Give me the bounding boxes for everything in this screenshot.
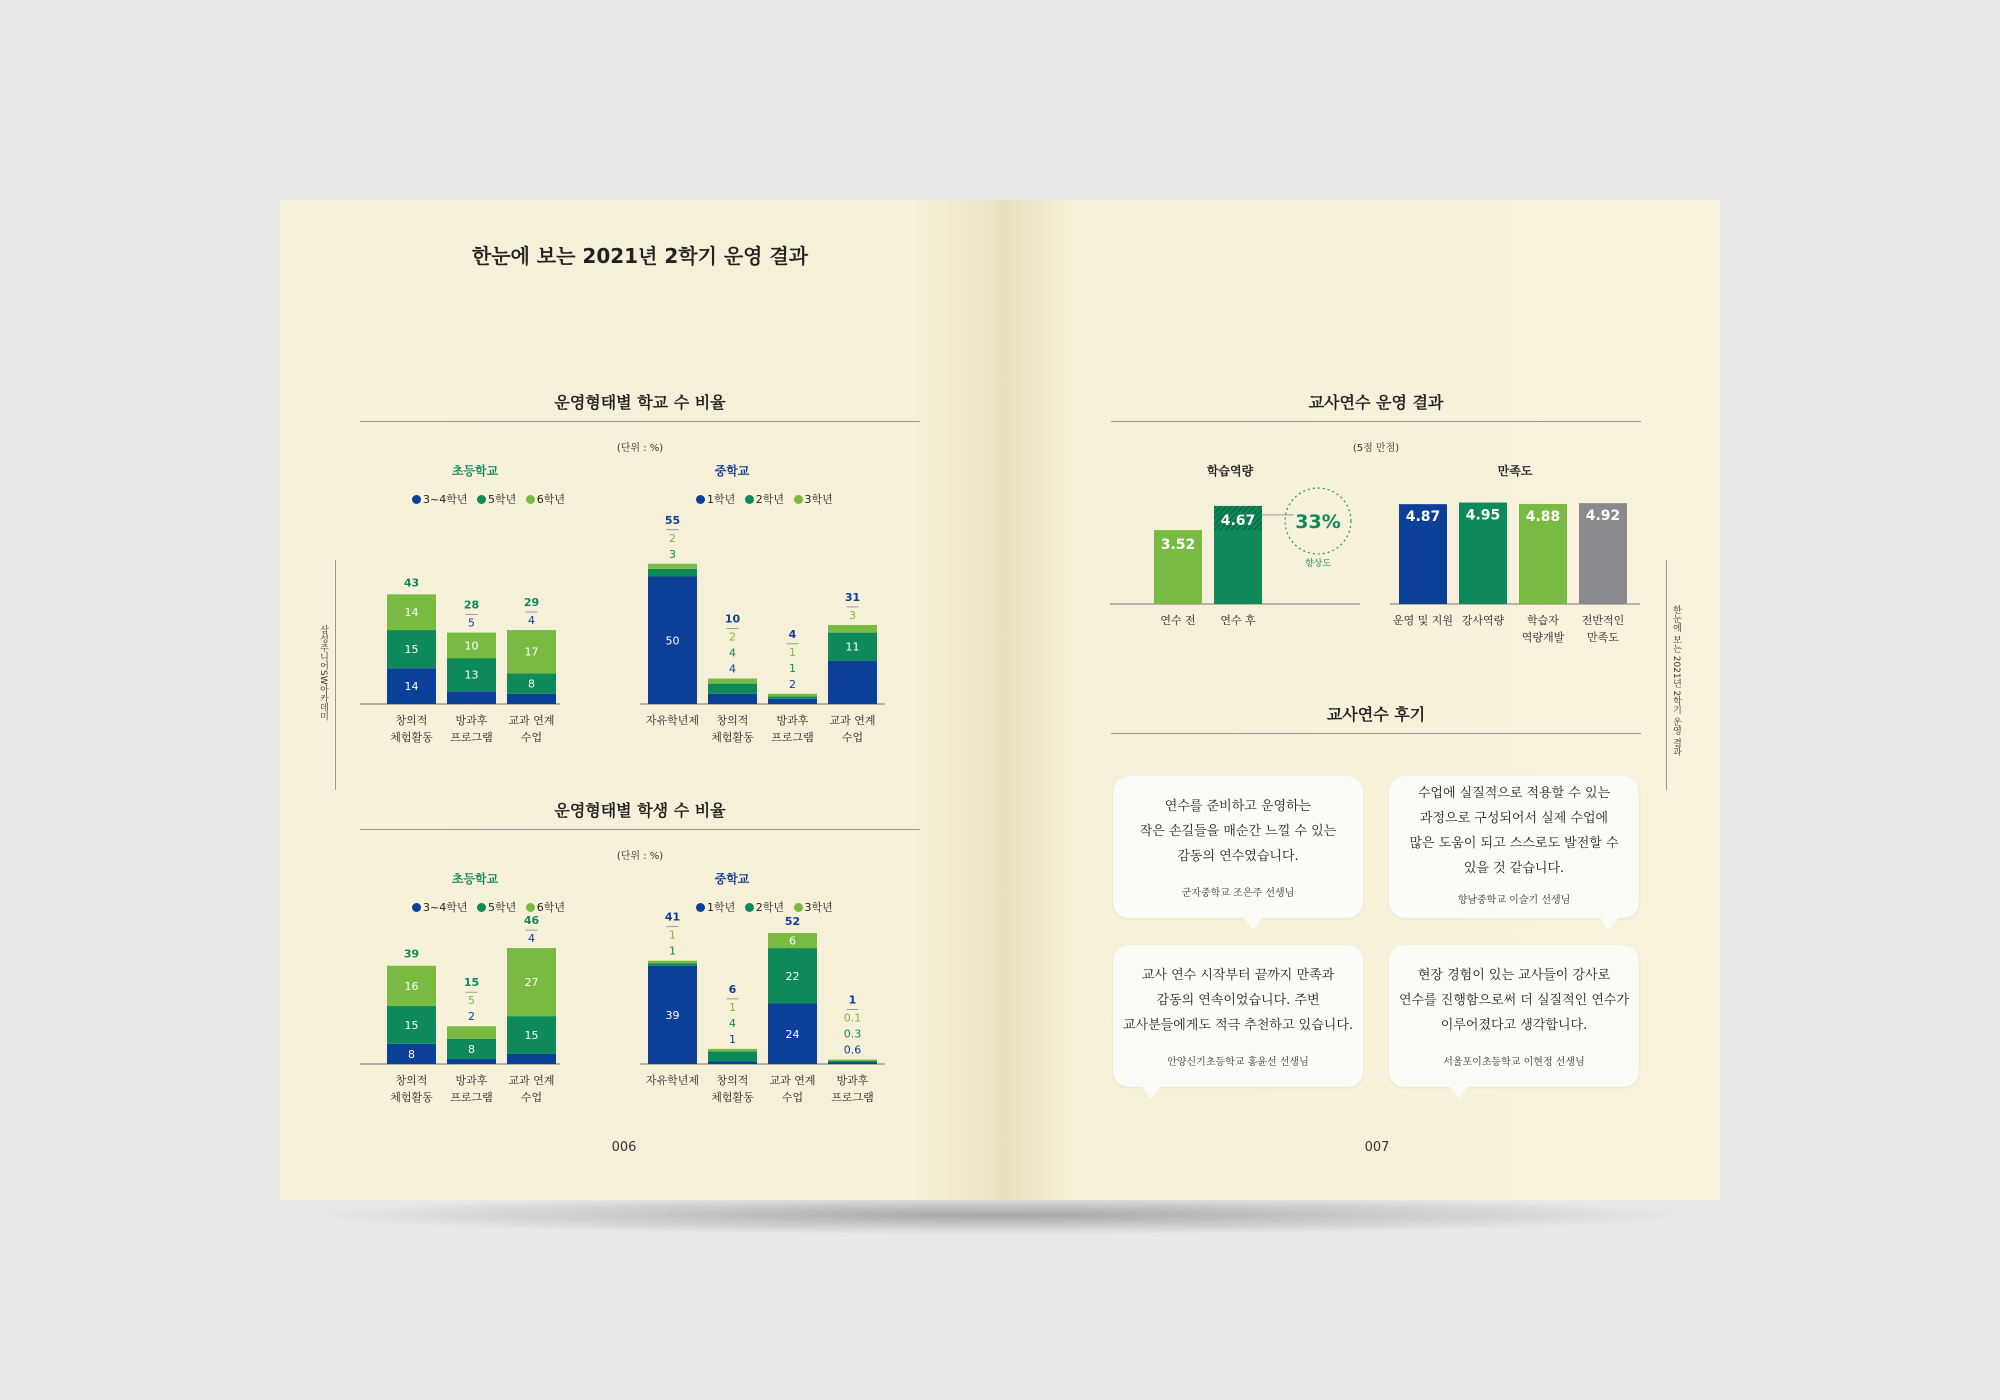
section-rule <box>360 829 920 830</box>
category-label: 창의적 <box>395 714 428 727</box>
data-label: 1 <box>729 1000 736 1014</box>
total-label: 15 <box>463 976 480 990</box>
category-label: 프로그램 <box>771 731 814 744</box>
satisfaction-label: 만족도 <box>1497 464 1533 478</box>
bar-segment <box>708 684 757 694</box>
category-label: 체험활동 <box>390 731 433 744</box>
page-number: 006 <box>611 1140 637 1155</box>
bar-segment <box>708 679 757 684</box>
data-label: 15 <box>524 1029 539 1043</box>
legend-item: 1학년 <box>696 493 735 506</box>
review-author: 안양신기초등학교 홍윤선 선생님 <box>1167 1057 1309 1068</box>
category-label: 만족도 <box>1587 631 1619 644</box>
bar-segment <box>768 699 817 704</box>
legend-item: 3~4학년 <box>412 493 467 506</box>
data-label: 3 <box>849 608 856 622</box>
review-card <box>1113 776 1363 918</box>
mid-label: 중학교 <box>714 872 750 886</box>
bubble-tail <box>1141 1086 1161 1099</box>
unit-label: (단위 : %) <box>616 443 664 454</box>
legend-item: 5학년 <box>477 493 516 506</box>
total-label: 29 <box>523 596 540 610</box>
bar-segment <box>648 564 697 569</box>
bar-segment <box>648 569 697 577</box>
review-author: 군자중학교 조은주 선생님 <box>1181 888 1295 899</box>
mid-label: 중학교 <box>714 464 750 478</box>
data-label: 15 <box>404 643 419 657</box>
total-label: 39 <box>403 947 420 961</box>
data-label: 39 <box>665 1008 680 1022</box>
category-label: 교과 연계 <box>508 714 555 727</box>
category-label: 수업 <box>781 1091 804 1104</box>
elem-label: 초등학교 <box>451 872 499 886</box>
legend-item: 3학년 <box>794 901 833 914</box>
legend-item: 6학년 <box>526 901 565 914</box>
category-label: 수업 <box>520 731 543 744</box>
value-label: 4.88 <box>1525 508 1561 525</box>
category-label: 체험활동 <box>711 1091 754 1104</box>
student-section-title: 운영형태별 학생 수 비율 <box>554 801 726 820</box>
bar-segment <box>447 691 496 704</box>
category-label: 수업 <box>841 731 864 744</box>
data-label: 2 <box>468 1010 475 1024</box>
data-label: 4 <box>729 662 736 676</box>
category-label: 프로그램 <box>450 731 493 744</box>
legend-item: 1학년 <box>696 901 735 914</box>
total-label: 6 <box>728 982 737 996</box>
legend-item: 2학년 <box>745 901 784 914</box>
bar-segment <box>708 694 757 704</box>
review-author: 향남중학교 이슬기 선생님 <box>1457 895 1571 906</box>
review-card <box>1113 945 1363 1087</box>
category-label: 수업 <box>520 1091 543 1104</box>
data-label: 10 <box>464 639 479 653</box>
review-text: 교사 연수 시작부터 끝까지 만족과 감동의 연속이었습니다. 주변 교사분들에게도 적극 추천하고 있습니다. <box>1123 968 1354 1033</box>
bar-segment <box>447 1059 496 1064</box>
data-label: 4 <box>528 614 535 628</box>
unit-label: (5점 만점) <box>1352 443 1400 454</box>
book-shadow <box>300 1195 1700 1235</box>
bar-segment <box>708 1061 757 1064</box>
data-label: 14 <box>404 606 419 620</box>
review-author: 서울포이초등학교 이현정 선생님 <box>1443 1057 1585 1068</box>
data-label: 1 <box>669 928 676 942</box>
total-label: 1 <box>848 993 857 1007</box>
data-label: 4 <box>729 1016 736 1030</box>
total-label: 52 <box>784 914 801 928</box>
category-label: 방과후 <box>455 1074 488 1087</box>
legend-item: 3~4학년 <box>412 901 467 914</box>
data-label: 22 <box>785 969 800 983</box>
data-label: 8 <box>408 1047 415 1061</box>
category-label: 창의적 <box>395 1074 428 1087</box>
data-label: 3 <box>669 547 676 561</box>
category-label: 강사역량 <box>1461 614 1505 627</box>
bubble-tail <box>1243 917 1263 930</box>
category-label: 운영 및 지원 <box>1392 614 1454 627</box>
category-label: 체험활동 <box>390 1091 433 1104</box>
data-label: 1 <box>729 1032 736 1046</box>
data-label: 17 <box>524 645 539 659</box>
total-label: 41 <box>664 910 681 924</box>
category-label: 체험활동 <box>711 731 754 744</box>
chart-school-elementary <box>360 500 660 760</box>
bar-segment <box>768 696 817 699</box>
data-label: 24 <box>785 1027 800 1041</box>
bar-segment <box>828 625 877 633</box>
total-label: 10 <box>724 612 741 626</box>
chart-student-elementary <box>360 870 660 1120</box>
total-label: 46 <box>523 914 540 928</box>
review-card <box>1389 945 1639 1087</box>
category-label: 자유학년제 <box>645 714 700 727</box>
category-label: 역량개발 <box>1521 631 1565 644</box>
data-label: 1 <box>789 645 796 659</box>
bar-segment <box>828 661 877 704</box>
data-label: 13 <box>464 668 479 682</box>
data-label: 0.1 <box>843 1011 862 1025</box>
learning-label: 학습역량 <box>1206 464 1254 478</box>
value-label: 4.67 <box>1220 512 1256 529</box>
bar-segment <box>507 1054 556 1064</box>
category-label: 창의적 <box>716 1074 749 1087</box>
review-card <box>1389 776 1639 918</box>
bar-segment <box>828 1061 877 1063</box>
bar-segment <box>507 694 556 704</box>
data-label: 16 <box>404 979 419 993</box>
data-label: 8 <box>528 677 535 691</box>
side-label: 삼성주니어SW아카데미 <box>318 625 328 721</box>
total-label: 4 <box>788 627 797 641</box>
category-label: 전반적인 <box>1581 614 1625 627</box>
category-label: 교과 연계 <box>769 1074 816 1087</box>
section-rule <box>1111 421 1641 422</box>
bar-segment <box>768 694 817 697</box>
review-title: 교사연수 후기 <box>1326 705 1426 724</box>
training-title: 교사연수 운영 결과 <box>1308 393 1444 412</box>
side-label: 한눈에 보는 2021년 2학기 운영 결과 <box>1671 605 1681 756</box>
value-label: 3.52 <box>1160 537 1196 554</box>
data-label: 0.6 <box>843 1043 862 1057</box>
total-label: 55 <box>664 513 681 527</box>
category-label: 연수 전 <box>1160 614 1196 627</box>
category-label: 프로그램 <box>450 1091 493 1104</box>
chart-student-middle <box>640 870 980 1120</box>
legend-item: 2학년 <box>745 493 784 506</box>
data-label: 2 <box>729 630 736 644</box>
section-rule <box>1111 733 1641 734</box>
total-label: 28 <box>463 598 480 612</box>
bar-segment <box>648 961 697 964</box>
data-label: 6 <box>789 934 796 948</box>
data-label: 4 <box>528 932 535 946</box>
chart-satisfaction <box>1390 480 1650 660</box>
category-label: 방과후 <box>455 714 488 727</box>
category-label: 교과 연계 <box>508 1074 555 1087</box>
data-label: 5 <box>468 994 475 1008</box>
data-label: 11 <box>845 640 860 654</box>
elem-label: 초등학교 <box>451 464 499 478</box>
data-label: 50 <box>665 634 680 648</box>
value-label: 4.95 <box>1465 507 1501 524</box>
legend-item: 6학년 <box>526 493 565 506</box>
bar-segment <box>828 1062 877 1064</box>
data-label: 15 <box>404 1018 419 1032</box>
chart-school-middle <box>640 500 980 760</box>
data-label: 4 <box>729 646 736 660</box>
total-label: 43 <box>403 576 420 590</box>
category-label: 방과후 <box>776 714 809 727</box>
side-rule <box>1666 560 1667 790</box>
category-label: 프로그램 <box>831 1091 874 1104</box>
data-label: 27 <box>524 976 539 990</box>
section-rule <box>360 421 920 422</box>
category-label: 창의적 <box>716 714 749 727</box>
legend-item: 5학년 <box>477 901 516 914</box>
page-title: 한눈에 보는 2021년 2학기 운영 결과 <box>471 244 809 268</box>
category-label: 방과후 <box>836 1074 869 1087</box>
total-label: 31 <box>844 590 861 604</box>
bar-segment <box>648 963 697 966</box>
school-section-title: 운영형태별 학교 수 비율 <box>554 393 726 412</box>
value-label: 4.87 <box>1405 509 1441 526</box>
category-label: 학습자 <box>1527 614 1559 627</box>
data-label: 5 <box>468 616 475 630</box>
unit-label: (단위 : %) <box>616 851 664 862</box>
bar-segment <box>828 1059 877 1061</box>
bar-segment <box>708 1049 757 1052</box>
bubble-tail <box>1449 1086 1469 1099</box>
chart-learning <box>1110 480 1380 660</box>
legend-item: 3학년 <box>794 493 833 506</box>
left-page <box>280 200 1000 1200</box>
right-page <box>1000 200 1720 1200</box>
bubble-tail <box>1599 917 1619 930</box>
data-label: 2 <box>789 677 796 691</box>
side-rule <box>335 560 336 790</box>
bar-segment <box>708 1051 757 1061</box>
data-label: 8 <box>468 1042 475 1056</box>
data-label: 1 <box>669 944 676 958</box>
page-number: 007 <box>1364 1140 1390 1155</box>
value-label: 4.92 <box>1585 508 1621 525</box>
data-label: 0.3 <box>843 1027 862 1041</box>
category-label: 자유학년제 <box>645 1074 700 1087</box>
review-text: 수업에 실질적으로 적용할 수 있는 과정으로 구성되어서 실제 수업에 많은 도움이 되고 스스로도 발전할 수 있을 것 같습니다. <box>1409 786 1619 876</box>
improvement-value: 33% <box>1295 511 1341 533</box>
data-label: 14 <box>404 680 419 694</box>
data-label: 1 <box>789 661 796 675</box>
review-text: 연수를 준비하고 운영하는 작은 손길들을 매순간 느낄 수 있는 감동의 연수였습니다. <box>1139 799 1337 864</box>
category-label: 연수 후 <box>1220 614 1256 627</box>
data-label: 2 <box>669 531 676 545</box>
category-label: 교과 연계 <box>829 714 876 727</box>
bar-segment <box>447 1026 496 1039</box>
improvement-label: 향상도 <box>1304 559 1332 569</box>
review-text: 현장 경험이 있는 교사들이 강사로 연수를 진행함으로써 더 실질적인 연수가 이루어졌다고 생각합니다. <box>1399 968 1630 1033</box>
